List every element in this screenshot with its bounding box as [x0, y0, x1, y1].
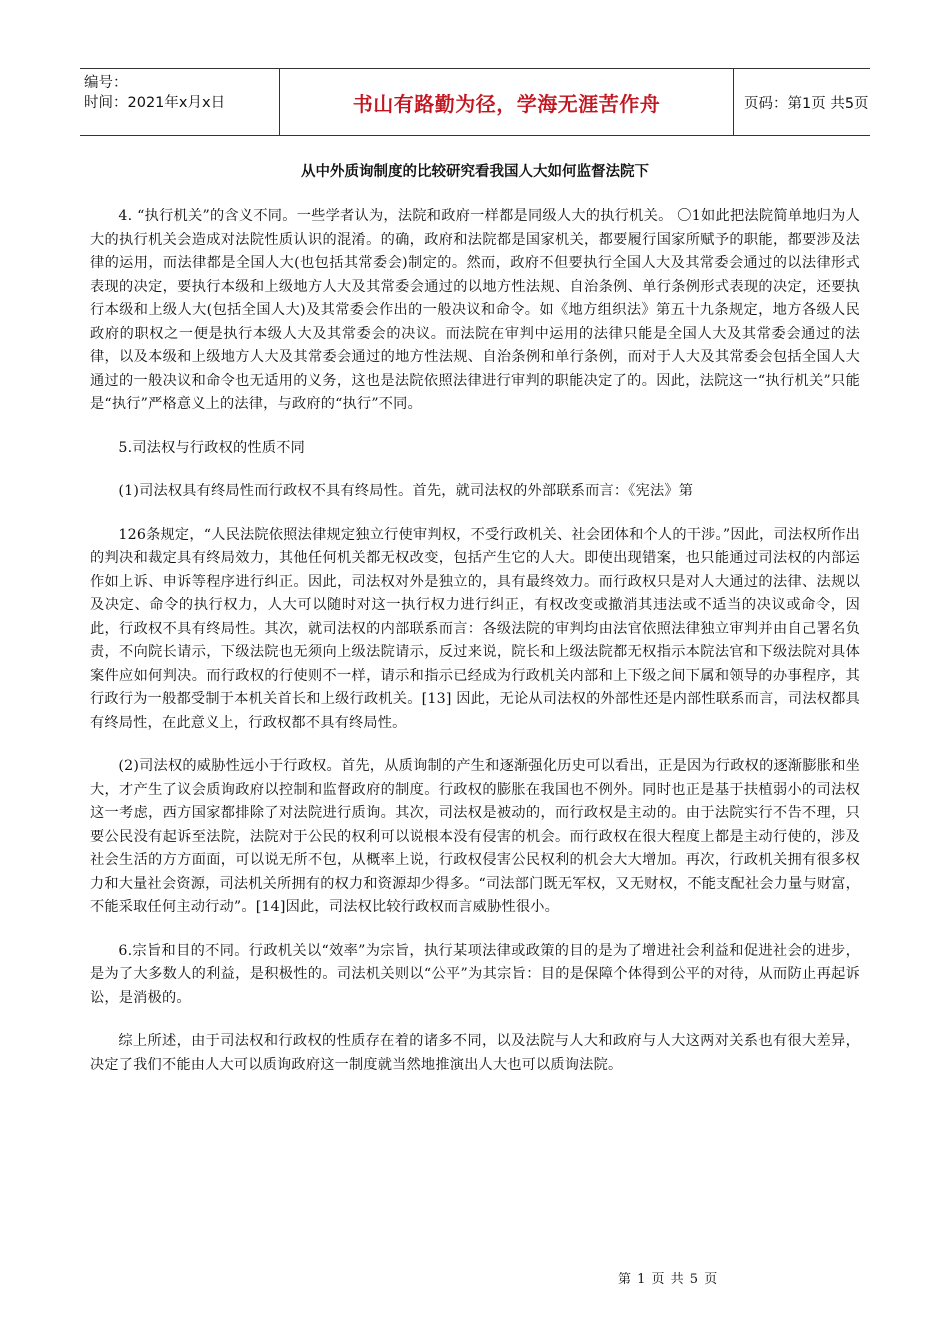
paragraph-executive-organ: 4. “执行机关”的含义不同。一些学者认为，法院和政府一样都是同级人大的执行机关。 〇1如此把法院简单地归为人大的执行机关会造成对法院性质认识的混淆。的确，政府和法院都是国家机关，都要履行国家所赋予的职能，都要涉及法律的运用，而法律都是全国人大(也包括其常委会)制定的。然而，政府不但要执行全国人大及其常委会通过的以法律形式表现的决定，要执行本级和上级地方人大及其常委会通过的以地方性法规、自治条例、单行条例形式表现的决定，还要执行本级和上级人大(包括全国人大)及其常委会作出的一般决议和命令。如《地方组织法》第五十九条规定，地方各级人民政府的职权之一便是执行本级人大及其常委会的决议。而法院在审判中运用的法律只能是全国人大及其常委会通过的法律，以及本级和上级地方人大及其常委会通过的地方性法规、自治条例和单行条例，而对于人大及其常委会包括全国人大通过的一般决议和命令也无适用的义务，这也是法院依照法律进行审判的职能决定了的。因此，法院这一“执行机关”只能是“执行”严格意义上的法律，与政府的“执行”不同。: [90, 208, 860, 412]
document-body: [90, 205, 860, 1097]
document-number-label: 编号：: [84, 75, 128, 91]
paragraph-finality-detail: 126条规定，“人民法院依照法律规定独立行使审判权，不受行政机关、社会团体和个人的干涉。”因此，司法权所作出的判决和裁定具有终局效力，其他任何机关都无权改变，包括产生它的人大。即使出现错案，也只能通过司法权的内部运作如上诉、申诉等程序进行纠正。因此，司法权对外是独立的，具有最终效力。而行政权只是对人大通过的法律、法规以及决定、命令的执行权力，人大可以随时对这一执行权力进行纠正，有权改变或撤消其违法或不适当的决议或命令，因此，行政权不具有终局性。其次，就司法权的内部联系而言：各级法院的审判均由法官依照法律独立审判并由自己署名负责，不向院长请示，下级法院也无须向上级法院请示，反过来说，院长和上级法院都无权指示本院法官和下级法院对具体案件应如何判决。而行政权的行使则不一样，请示和指示已经成为行政机关内部和上下级之间下属和领导的办事程序，其行政行为一般都受制于本机关首长和上级行政机关。[13] 因此，无论从司法权的外部性还是内部性联系而言，司法权都具有终局性，在此意义上，行政权都不具有终局性。: [90, 526, 860, 731]
header-motto: 书山有路勤为径，学海无涯苦作舟: [280, 69, 734, 135]
header-table: [80, 68, 870, 136]
page-footer: 第 1 页 共 5 页: [618, 1272, 719, 1287]
header-meta-cell: [80, 69, 280, 135]
paragraph-purpose: 6.宗旨和目的不同。行政机关以“效率”为宗旨，执行某项法律或政策的目的是为了增进社会利益和促进社会的进步，是为了大多数人的利益，是积极性的。司法机关则以“公平”为其宗旨：目的是保障个体得到公平的对待，从而防止再起诉讼，是消极的。: [90, 942, 860, 1006]
paragraph-threat: (2)司法权的威胁性远小于行政权。首先，从质询制的产生和逐渐强化历史可以看出，正是因为行政权的逐渐膨胀和坐大，才产生了议会质询政府以控制和监督政府的制度。行政权的膨胀在我国也不例外。同时也正是基于扶植弱小的司法权这一考虑，西方国家都排除了对法院进行质询。其次，司法权是被动的，而行政权是主动的。由于法院实行不告不理，只要公民没有起诉至法院，法院对于公民的权利可以说根本没有侵害的机会。而行政权在很大程度上都是主动行使的，涉及社会生活的方方面面，可以说无所不包，从概率上说，行政权侵害公民权利的机会大大增加。再次，行政机关拥有很多权力和大量社会资源，司法机关所拥有的权力和资源却少得多。“司法部门既无军权，又无财权，不能支配社会力量与财富，不能采取任何主动行动”。[14]因此，司法权比较行政权而言威胁性很小。: [90, 758, 860, 915]
paragraph-conclusion: 综上所述，由于司法权和行政权的性质存在着的诸多不同，以及法院与人大和政府与人大这两对关系也有很大差异，决定了我们不能由人大可以质询政府这一制度就当然地推演出人大也可以质询法院。: [90, 1033, 860, 1073]
header-page-info: 页码：第1页 共5页: [744, 95, 869, 112]
document-title: 从中外质询制度的比较研究看我国人大如何监督法院下: [301, 164, 649, 180]
document-time-label: 时间：2021年x月x日: [84, 95, 226, 111]
section-heading-nature-difference: 5.司法权与行政权的性质不同: [118, 439, 305, 456]
paragraph-finality-intro: (1)司法权具有终局性而行政权不具有终局性。首先，就司法权的外部联系而言：《宪法》第: [118, 483, 694, 499]
